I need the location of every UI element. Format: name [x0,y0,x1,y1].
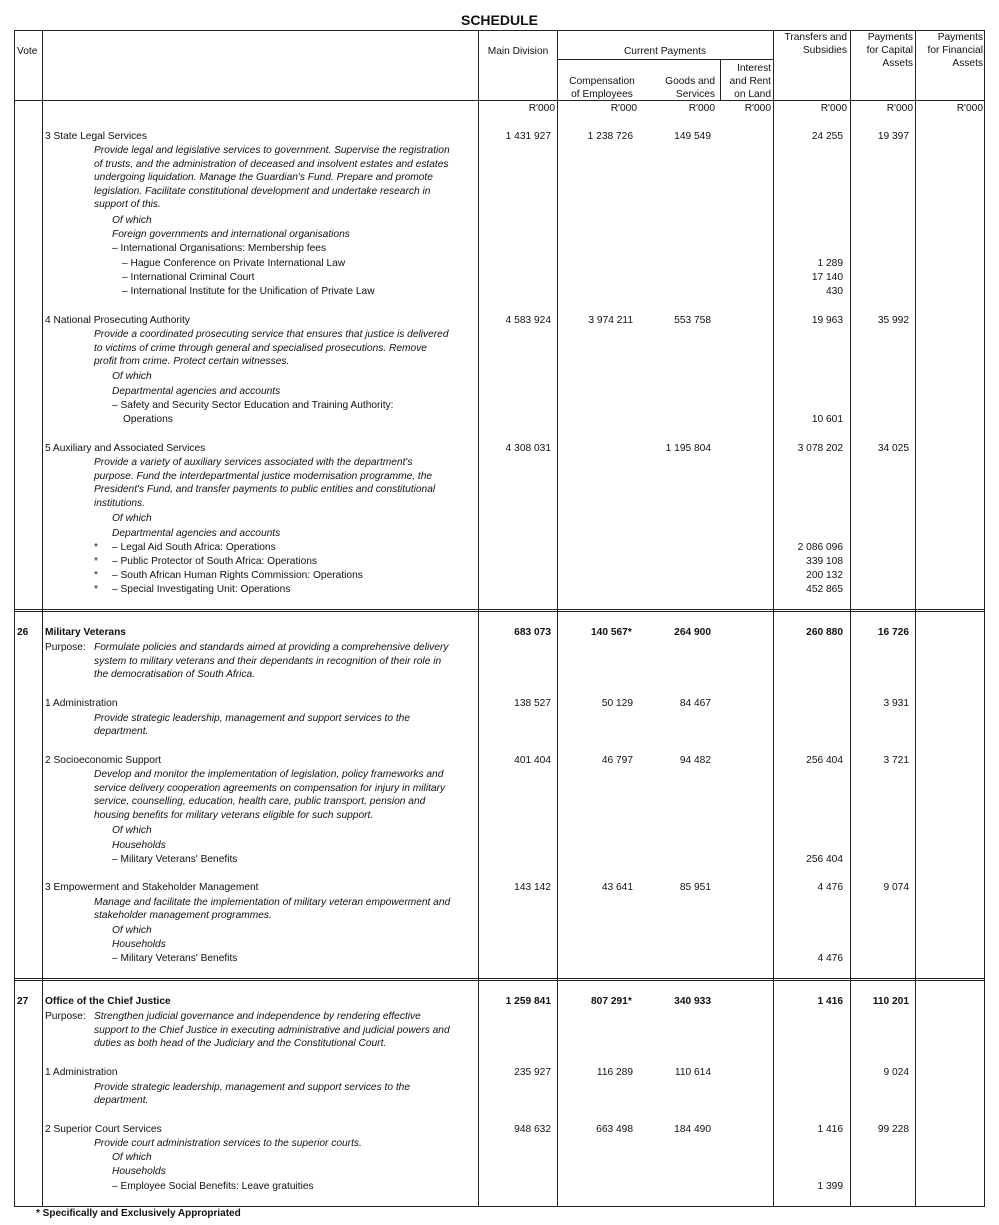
transfers-value: 260 880 [806,627,843,638]
line-item: – Hague Conference on Private International Law [122,257,346,269]
transfers-item-value: 17 140 [811,271,843,283]
unit-label: R'000 [688,103,715,114]
main-division-value: 235 927 [514,1067,551,1078]
category-label: Households [112,938,166,950]
programme-description: Provide a variety of auxiliary services associated with the department's [94,457,413,468]
programme-description: Provide strategic leadership, management and support services to the [94,1081,410,1093]
transfers-item-value: 2 086 096 [797,541,843,553]
compensation-value: 116 289 [596,1067,633,1078]
purpose-text: system to military veterans and their dependants in recognition of their role in [94,655,442,667]
programme-description: Develop and monitor the implementation of legislation, policy frameworks and [94,769,444,780]
transfers-item-value: 10 601 [811,414,843,425]
purpose-text: duties as both head of the Judiciary and the Constitutional Court. [94,1038,387,1049]
of-which-label: Of which [112,1152,152,1163]
of-which-label: Of which [112,924,152,936]
vote-name: Military Veterans [45,627,126,638]
programme-title: 2 Superior Court Services [45,1124,162,1135]
programme-title: 5 Auxiliary and Associated Services [45,443,206,454]
programme-title: 2 Socioeconomic Support [45,755,162,766]
interest-header: and Rent [729,76,771,87]
star-marker: * [94,583,98,595]
of-which-label: Of which [112,371,152,382]
line-item: – South African Human Rights Commission: Operations [112,569,363,581]
line-item: – Military Veterans' Benefits [112,853,238,865]
programme-title: 3 State Legal Services [45,131,147,142]
transfers-item-value: 1 289 [817,257,843,269]
line-item: – International Institute for the Unification of Private Law [122,285,375,297]
capital-value: 110 201 [872,996,909,1007]
goods-value: 184 490 [674,1124,711,1135]
transfers-item-value: 339 108 [806,555,843,567]
goods-value: 340 933 [674,996,711,1007]
unit-label: R'000 [610,103,637,114]
interest-header: on Land [734,89,771,100]
capital-value: 3 721 [883,755,909,766]
transfers-value: 1 416 [817,1124,843,1135]
col-divider [478,30,479,1207]
capital-assets-header: Assets [882,58,913,69]
transfers-item-value: 452 865 [806,583,843,595]
capital-value: 3 931 [883,698,909,709]
transfers-item-value: 200 132 [806,569,843,581]
programme-description: Provide legal and legislative services to government. Supervise the registration [94,145,450,156]
goods-value: 553 758 [674,315,711,326]
main-division-value: 1 259 841 [505,996,551,1007]
capital-value: 9 024 [883,1067,909,1078]
vote-number: 26 [17,627,29,638]
programme-description: purpose. Fund the interdepartmental justice modernisation programme, the [94,470,433,482]
programme-description: Provide a coordinated prosecuting service that ensures that justice is delivered [94,329,449,340]
financial-assets-header: Assets [952,58,983,69]
header-bottom-line [14,100,985,101]
star-marker: * [94,555,98,567]
goods-value: 94 482 [679,755,711,766]
transfers-value: 4 476 [817,882,843,893]
line-item: – Employee Social Benefits: Leave gratuities [112,1180,314,1192]
main-division-value: 4 308 031 [505,443,551,454]
transfers-item-value: 256 404 [806,853,843,865]
line-item: – Military Veterans' Benefits [112,952,238,964]
main-division-value: 138 527 [514,698,551,709]
col-divider [915,30,916,1207]
unit-label: R'000 [744,103,771,114]
line-item: – Legal Aid South Africa: Operations [112,541,276,553]
vote-name: Office of the Chief Justice [45,996,171,1007]
goods-value: 264 900 [674,627,711,638]
main-division-value: 683 073 [514,627,551,638]
compensation-value: 43 641 [601,882,633,893]
line-item: Operations [123,414,173,425]
compensation-value: 807 291* [591,996,632,1007]
transfers-item-value: 4 476 [817,952,843,964]
programme-description: housing benefits for military veterans eligible for such support. [94,809,374,821]
transfers-header: Transfers and [784,32,847,43]
programme-title: 4 National Prosecuting Authority [45,315,190,326]
category-label: Departmental agencies and accounts [112,386,281,397]
capital-assets-header: Payments [867,32,913,43]
compensation-value: 140 567* [591,627,632,638]
capital-value: 99 228 [877,1124,909,1135]
purpose-text: Strengthen judicial governance and independence by rendering effective [94,1011,421,1022]
of-which-label: Of which [112,215,152,226]
of-which-label: Of which [112,513,152,524]
transfers-header: Subsidies [802,45,847,56]
main-division-value: 948 632 [514,1124,551,1135]
compensation-value: 50 129 [601,698,633,709]
interest-header: Interest [737,63,771,74]
section-divider [14,978,985,981]
capital-value: 35 992 [877,315,909,326]
programme-description: institutions. [94,497,145,509]
programme-description: legislation. Facilitate constitutional development and undertake research in [94,185,431,197]
programme-description: department. [94,1095,149,1106]
capital-assets-header: for Capital [866,45,913,56]
purpose-text: Formulate policies and standards aimed at providing a comprehensive delivery [94,642,449,653]
transfers-value: 24 255 [811,131,843,142]
capital-value: 34 025 [877,443,909,454]
category-label: Households [112,839,166,851]
section-divider [14,609,985,612]
col-divider [42,30,43,1207]
current-payments-header: Current Payments [623,46,707,57]
main-division-header: Main Division [487,46,549,57]
vote-number: 27 [17,996,29,1007]
programme-description: profit from crime. Protect certain witnesses. [94,356,290,367]
transfers-item-value: 1 399 [817,1180,843,1192]
line-item: – International Criminal Court [122,271,255,283]
programme-description: service, counselling, education, health care, public transport, pension and [94,796,426,807]
transfers-value: 3 078 202 [797,443,843,454]
compensation-header: of Employees [571,89,633,100]
star-marker: * [94,541,98,553]
main-division-value: 143 142 [514,882,551,893]
programme-title: 1 Administration [45,698,118,709]
of-which-label: Of which [112,825,152,836]
purpose-label: Purpose: [45,642,86,653]
sub-item: – International Organisations: Membership fees [112,243,327,254]
compensation-header: Compensation [569,76,635,87]
programme-description: President's Fund, and transfer payments to public entities and constitutional [94,484,436,495]
goods-value: 110 614 [674,1067,711,1078]
capital-value: 16 726 [877,627,909,638]
category-label: Departmental agencies and accounts [112,527,281,539]
current-payments-divider [557,59,773,60]
capital-value: 19 397 [877,131,909,142]
purpose-label: Purpose: [45,1011,86,1022]
col-divider [557,30,558,1207]
goods-value: 84 467 [679,698,711,709]
capital-value: 9 074 [883,882,909,893]
star-marker: * [94,569,98,581]
programme-description: Manage and facilitate the implementation of military veteran empowerment and [94,896,451,908]
programme-description: Provide court administration services to the superior courts. [94,1138,362,1149]
transfers-item-value: 430 [826,285,843,297]
main-division-value: 4 583 924 [505,315,551,326]
main-division-value: 401 404 [514,755,551,766]
goods-header: Services [675,89,715,100]
goods-value: 1 195 804 [665,443,711,454]
programme-description: service delivery cooperation agreements on compensation for injury in military [94,782,446,794]
programme-description: Provide strategic leadership, management and support services to the [94,712,410,724]
line-item: – Safety and Security Sector Education and Training Authority: [112,400,394,411]
goods-value: 85 951 [679,882,711,893]
programme-description: to victims of crime through general and specialised prosecutions. Remove [94,342,427,354]
col-divider [850,30,851,1207]
col-divider [773,30,774,1207]
compensation-value: 1 238 726 [587,131,633,142]
programme-title: 1 Administration [45,1067,118,1078]
programme-description: undergoing liquidation. Manage the Guardian's Fund. Prepare and promote [94,172,433,183]
main-division-value: 1 431 927 [505,131,551,142]
transfers-value: 256 404 [806,755,843,766]
compensation-value: 663 498 [596,1124,633,1135]
programme-description: of trusts, and the administration of deceased and insolvent estates and estates [94,158,449,170]
purpose-text: support to the Chief Justice in executing administrative and judicial powers and [94,1024,450,1036]
line-item: – Special Investigating Unit: Operations [112,583,291,595]
programme-description: support of this. [94,199,161,210]
page-title: SCHEDULE [460,12,538,28]
programme-title: 3 Empowerment and Stakeholder Management [45,882,259,893]
unit-label: R'000 [956,103,983,114]
footnote: * Specifically and Exclusively Appropriated [36,1208,241,1219]
programme-description: stakeholder management programmes. [94,910,272,921]
purpose-text: the democratisation of South Africa. [94,669,256,680]
unit-label: R'000 [820,103,847,114]
financial-assets-header: for Financial [927,45,983,56]
unit-label: R'000 [886,103,913,114]
transfers-value: 1 416 [817,996,843,1007]
line-item: – Public Protector of South Africa: Operations [112,555,317,567]
goods-value: 149 549 [674,131,711,142]
financial-assets-header: Payments [937,32,983,43]
transfers-value: 19 963 [811,315,843,326]
goods-header: Goods and [665,76,715,87]
vote-header: Vote [17,46,38,57]
programme-description: department. [94,726,149,737]
compensation-value: 3 974 211 [588,315,633,326]
compensation-value: 46 797 [601,755,633,766]
unit-label: R'000 [528,103,555,114]
category-label: Foreign governments and international organisations [112,229,350,240]
category-label: Households [112,1166,166,1177]
